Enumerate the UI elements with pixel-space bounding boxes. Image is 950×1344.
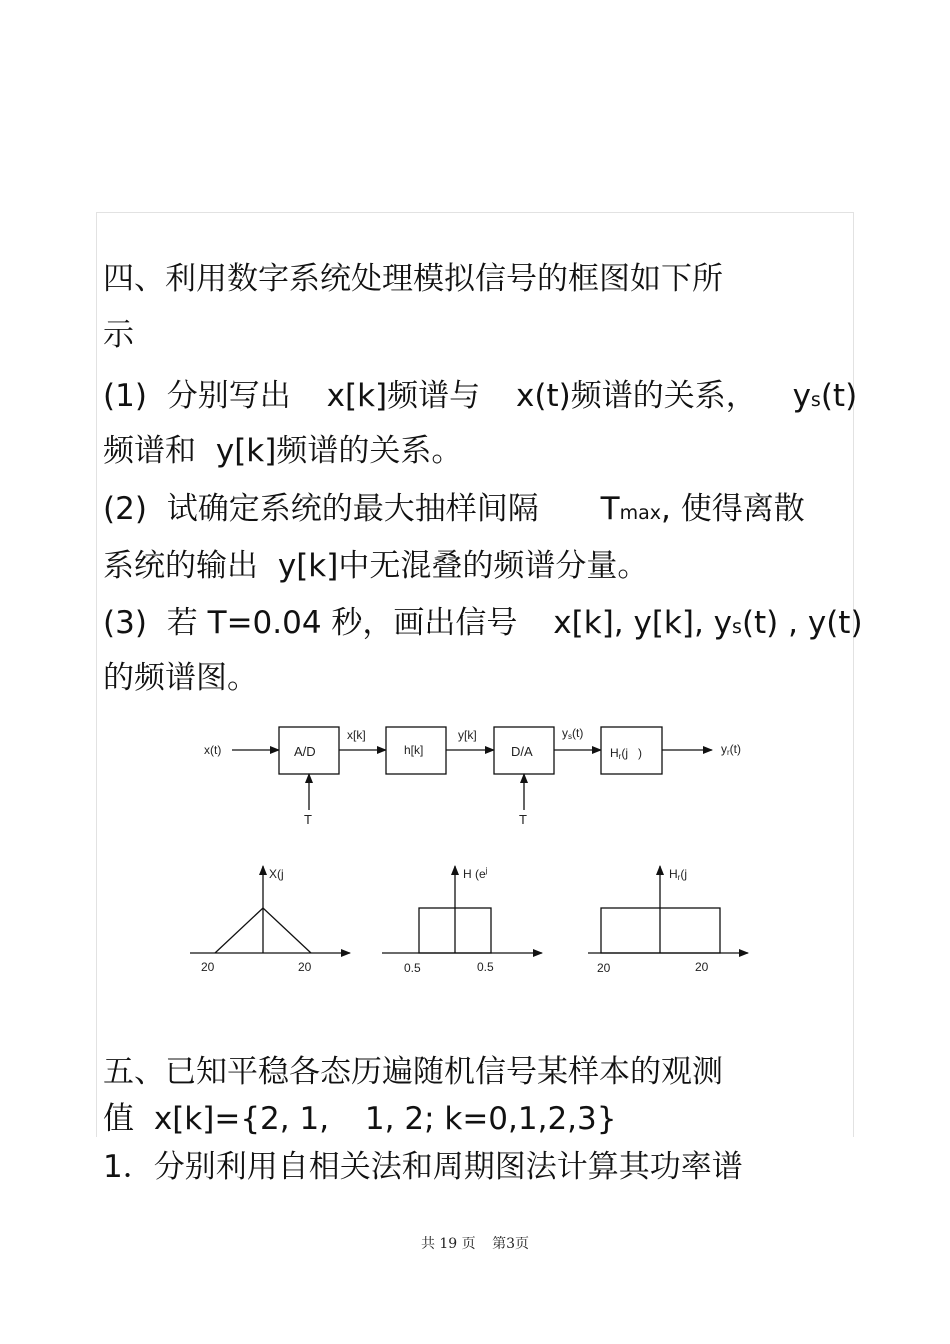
x-spectrum-label: X(j <box>269 867 284 881</box>
question-1-line2-b: y[k]频谱的关系。 <box>215 433 463 469</box>
footer-total-pages: 共 19 页 <box>420 1236 476 1252</box>
footer-current-page: 第3页 <box>492 1236 530 1252</box>
ad-label: A/D <box>294 744 316 759</box>
hr-spectrum-left-tick: 20 <box>597 961 611 975</box>
question-1-line2-a: 频谱和 <box>103 433 196 469</box>
section5-title-line2-a: 值 <box>103 1101 134 1137</box>
xk-label: x[k] <box>347 728 366 742</box>
section5-question-1: 1．分别利用自相关法和周期图法计算其功率谱 <box>103 1149 743 1185</box>
section5-title-line2-c: 1, 2; k=0,1,2,3} <box>364 1101 617 1137</box>
input-label: x(t) <box>204 743 222 757</box>
question-3-line2: 的频谱图。 <box>103 660 258 696</box>
section5-title-line1: 五、已知平稳各态历遍随机信号某样本的观测 <box>103 1054 723 1090</box>
question-2-text-a: 试确定系统的最大抽样间隔 <box>166 491 539 527</box>
question-1-ys: ys(t) <box>792 378 858 414</box>
question-2-line2-b: y[k]中无混叠的频谱分量。 <box>277 548 649 584</box>
h-spectrum-left-tick: 0.5 <box>404 961 421 975</box>
question-1-text-b: x[k]频谱与 <box>326 378 481 414</box>
x-spectrum-left-tick: 20 <box>201 960 215 974</box>
question-3-number: (3) <box>103 605 147 641</box>
hr-label: Hr(j ) <box>610 746 643 761</box>
question-2-line2-a: 系统的输出 <box>103 548 258 584</box>
hr-spectrum-label: Hr(j <box>669 867 688 882</box>
question-3-text-a: 若 T=0.04 秒，画出信号 <box>166 605 518 641</box>
x-spectrum-right-tick: 20 <box>298 960 312 974</box>
section5-title-line2 <box>103 1101 616 1137</box>
section4-title-line2: 示 <box>103 317 134 353</box>
section4-title-line1: 四、利用数字系统处理模拟信号的框图如下所 <box>103 261 723 297</box>
t1-label: T <box>304 812 312 827</box>
question-1-text-c: x(t)频谱的关系， <box>516 378 757 414</box>
section5-title-line2-b: x[k]={2, 1, <box>153 1101 330 1137</box>
h-spectrum-right-tick: 0.5 <box>477 960 494 974</box>
h-spectrum-label: H ($e^j$ <box>463 866 488 881</box>
question-2-tmax: Tmax, 使得离散 <box>600 491 805 527</box>
hk-label: h[k] <box>404 743 424 757</box>
question-3-signals: x[k], y[k], ys(t) , y(t) <box>553 605 863 641</box>
question-1-number: (1) <box>103 378 147 414</box>
question-2-number: (2) <box>103 491 147 527</box>
da-label: D/A <box>511 744 533 759</box>
t2-label: T <box>519 812 527 827</box>
ys-label: ys(t) <box>562 726 584 741</box>
question-1-text-a: 分别写出 <box>166 378 291 414</box>
page-footer <box>0 1233 950 1253</box>
hr-spectrum-right-tick: 20 <box>695 960 709 974</box>
yk-label: y[k] <box>458 728 477 742</box>
output-label: yr(t) <box>721 742 741 757</box>
